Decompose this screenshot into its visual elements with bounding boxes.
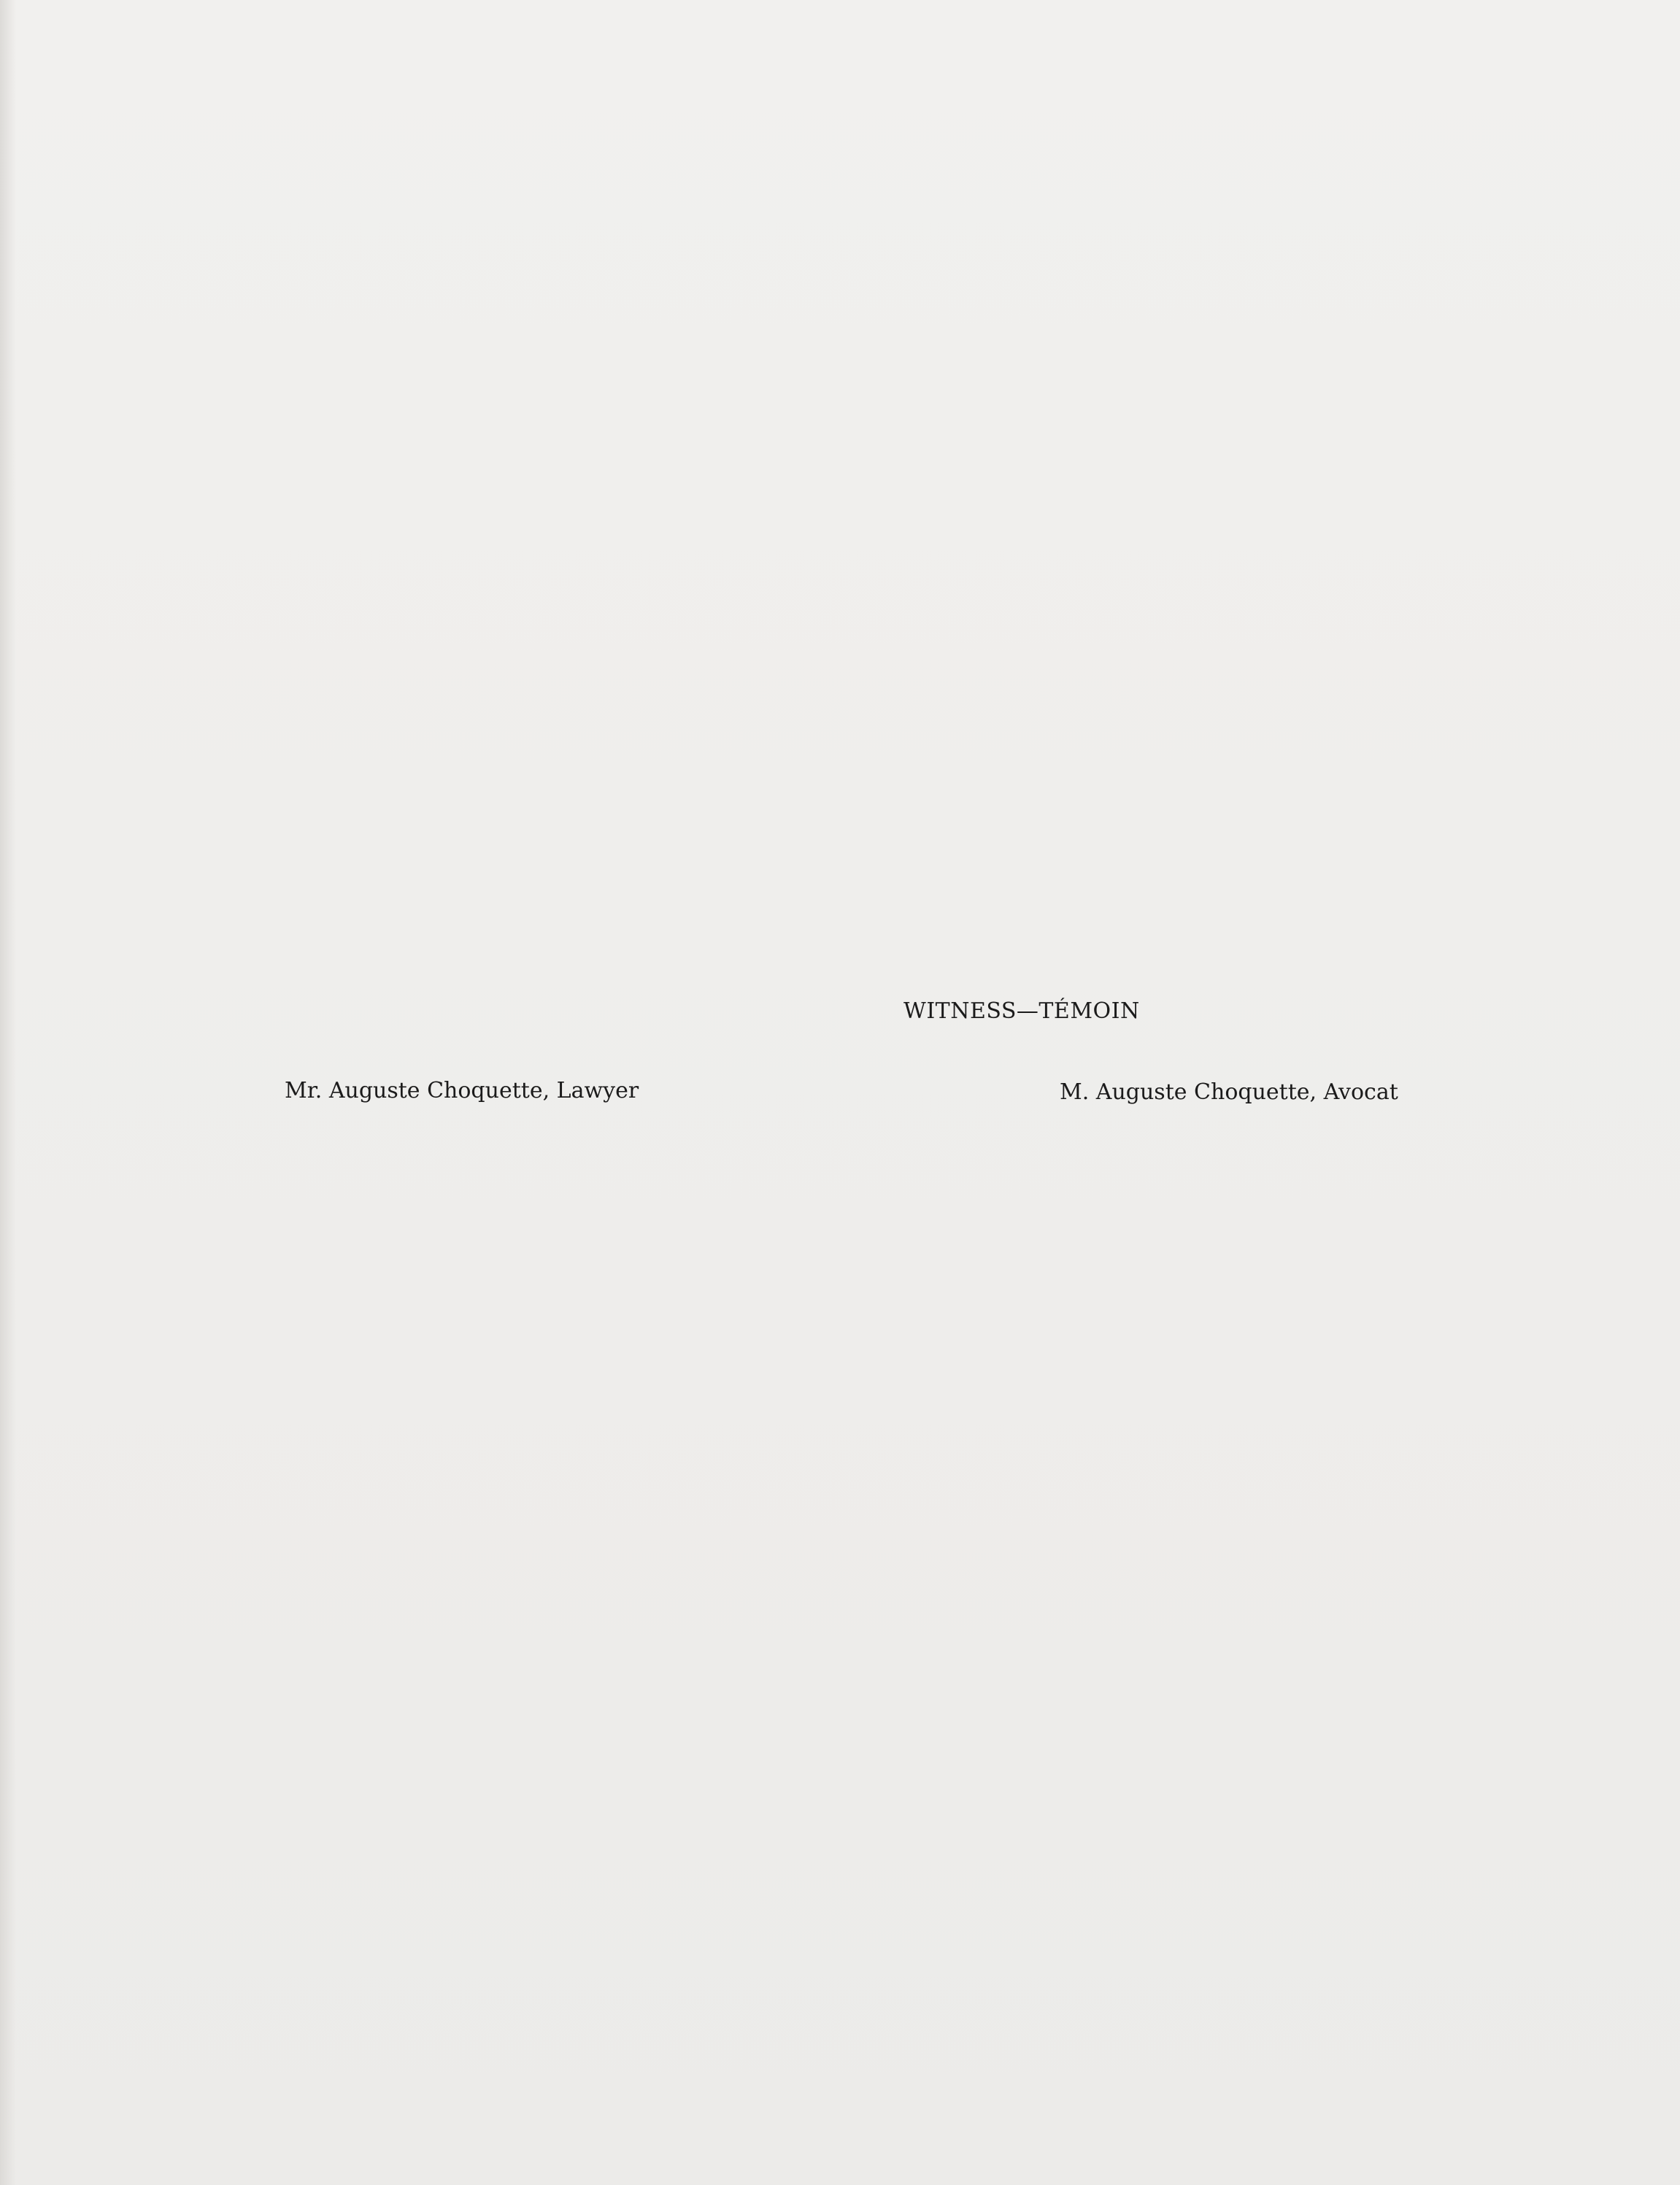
witness-heading: WITNESS—TÉMOIN [903, 998, 1140, 1024]
witness-name-english: Mr. Auguste Choquette, Lawyer [285, 1078, 639, 1103]
witness-name-french: M. Auguste Choquette, Avocat [1060, 1079, 1398, 1105]
page-edge-shadow [0, 0, 16, 2185]
